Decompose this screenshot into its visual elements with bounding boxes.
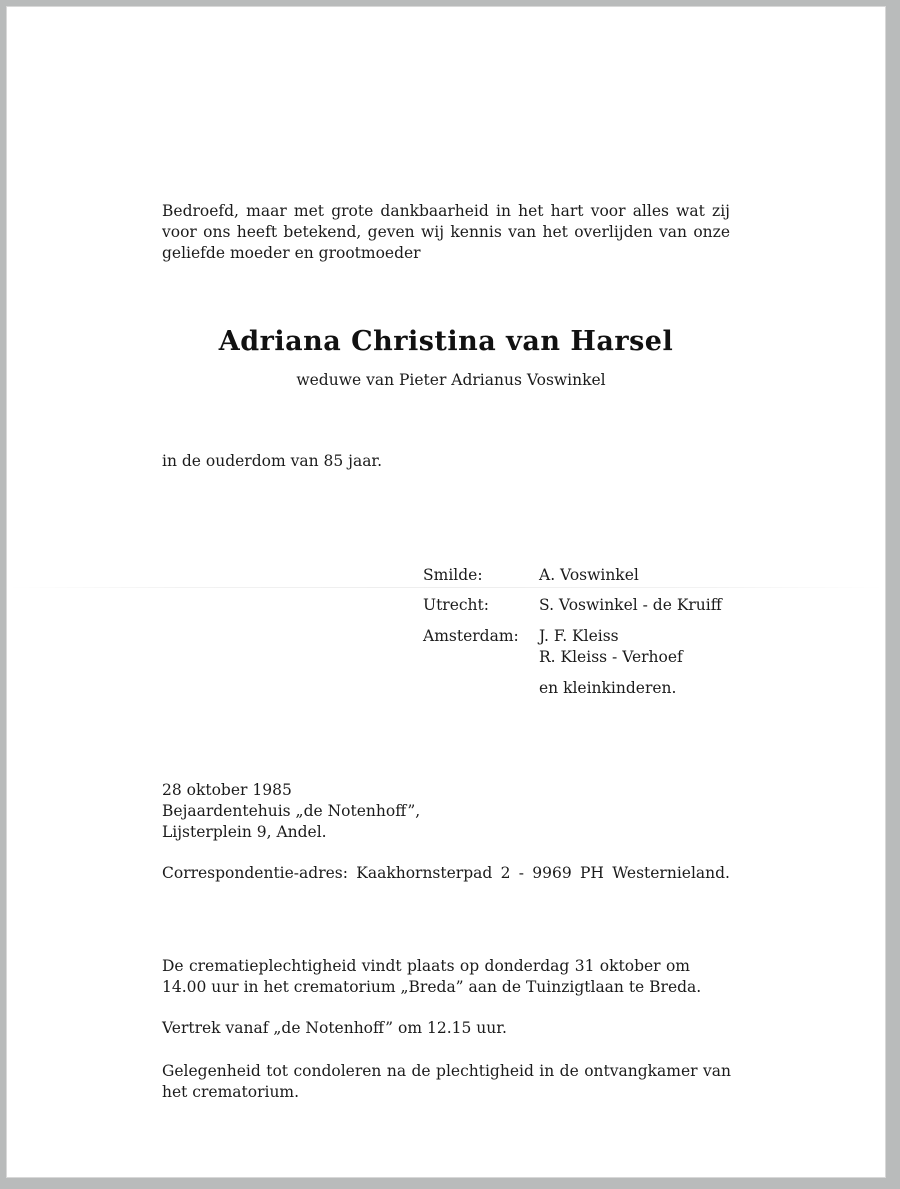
family-name-a-voswinkel: A. Voswinkel	[539, 566, 639, 584]
deceased-name: Adriana Christina van Harsel	[218, 326, 674, 357]
ceremony-line-2: 14.00 uur in het crematorium „Breda” aan de Tuinzigtlaan te Breda.	[162, 978, 702, 996]
address-street: Lijsterplein 9, Andel.	[162, 823, 327, 841]
age-line: in de ouderdom van 85 jaar.	[162, 452, 383, 470]
address-home: Bejaardentehuis „de Notenhoff”,	[162, 802, 421, 820]
intro-line-2: voor ons heeft betekend, geven wij kennis van het overlijden van onze	[162, 223, 730, 241]
family-place-smilde: Smilde:	[423, 566, 483, 584]
family-place-amsterdam: Amsterdam:	[423, 627, 519, 645]
intro-line-3: geliefde moeder en grootmoeder	[162, 244, 421, 262]
paper-fold-line	[6, 587, 886, 588]
departure-line: Vertrek vanaf „de Notenhoff” om 12.15 uur.	[162, 1019, 507, 1037]
notice-date: 28 oktober 1985	[162, 781, 292, 799]
family-grandchildren: en kleinkinderen.	[539, 679, 677, 697]
family-name-j-f-kleiss: J. F. Kleiss	[539, 627, 619, 645]
family-name-r-kleiss: R. Kleiss - Verhoef	[539, 648, 683, 666]
ceremony-line-1: De crematieplechtigheid vindt plaats op donderdag 31 oktober om	[162, 957, 690, 975]
funeral-notice-card	[6, 6, 886, 1178]
condolence-line-2: het crematorium.	[162, 1083, 300, 1101]
family-name-s-voswinkel: S. Voswinkel - de Kruiff	[539, 596, 722, 614]
intro-line-1: Bedroefd, maar met grote dankbaarheid in het hart voor alles wat zij	[162, 202, 730, 220]
condolence-line-1: Gelegenheid tot condoleren na de plechtigheid in de ontvangkamer van	[162, 1062, 731, 1080]
correspondence-address: Correspondentie-adres: Kaakhornsterpad 2 - 9969 PH Westernieland.	[162, 864, 730, 882]
family-place-utrecht: Utrecht:	[423, 596, 489, 614]
deceased-subtitle: weduwe van Pieter Adrianus Voswinkel	[296, 371, 606, 389]
